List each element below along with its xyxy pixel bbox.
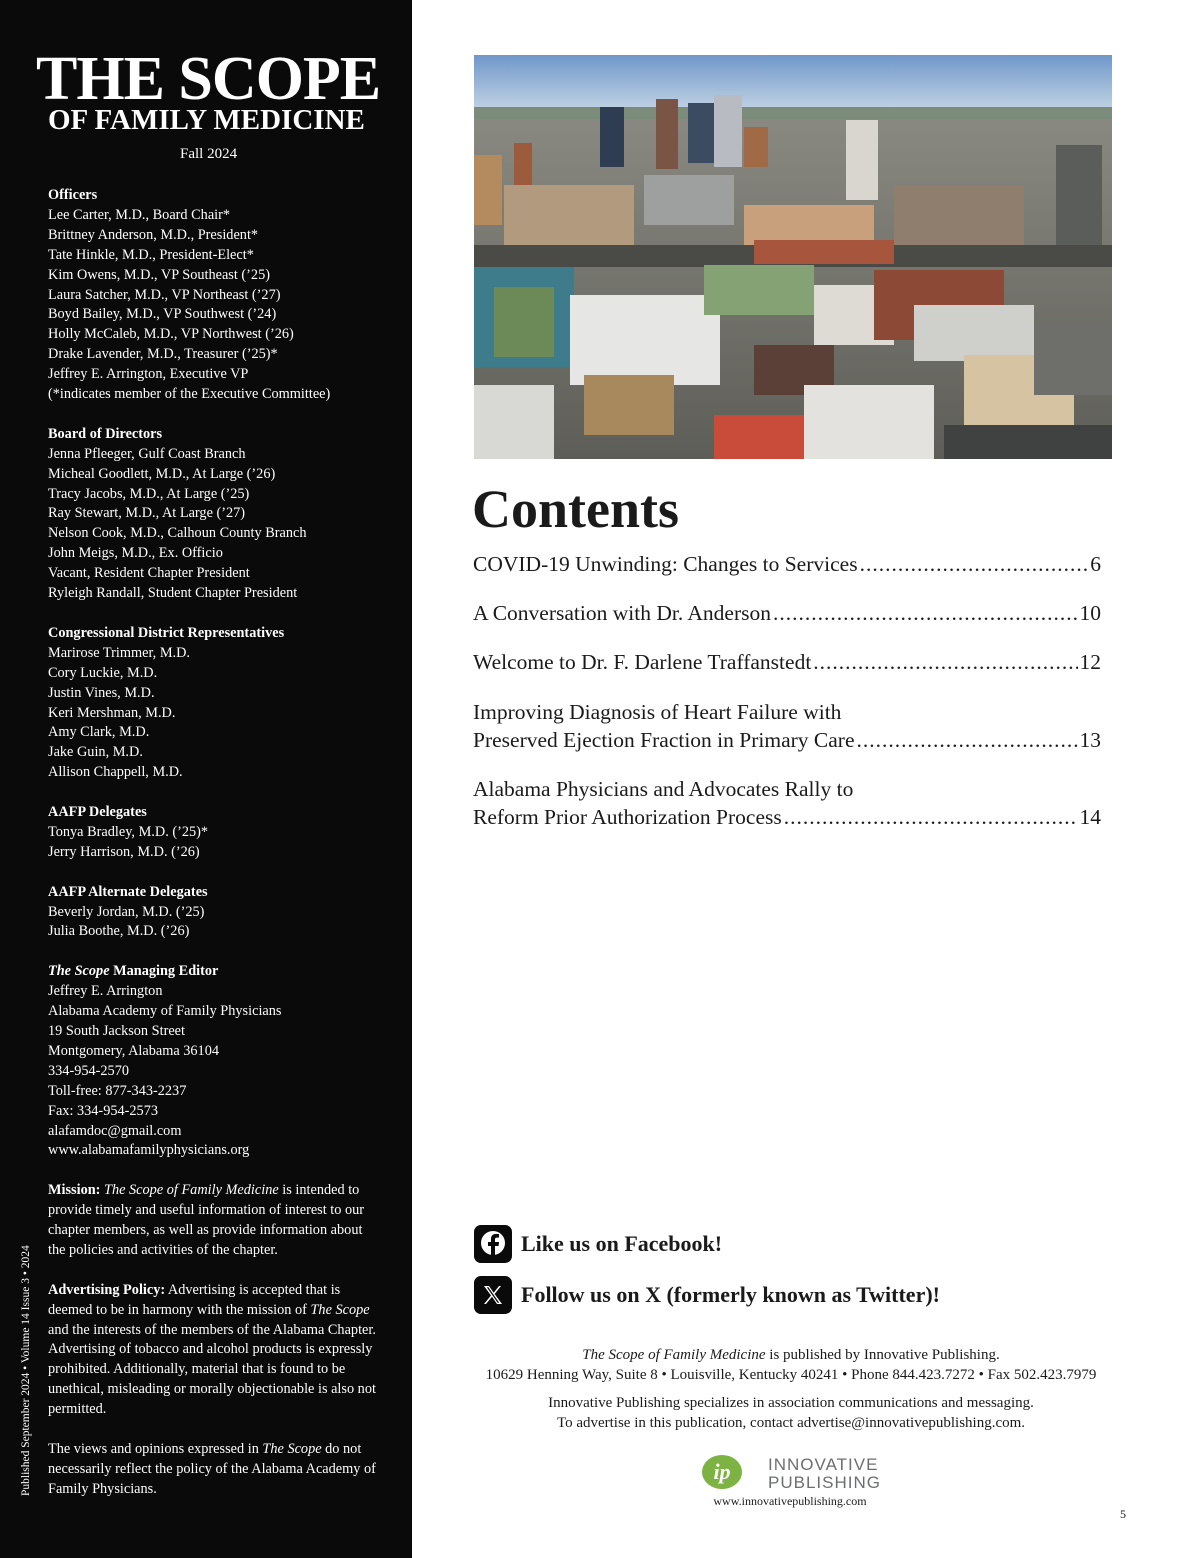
logo-line-1: INNOVATIVE [768, 1455, 879, 1474]
publisher-info [474, 1346, 1108, 1385]
roster-line: Kim Owens, M.D., VP Southeast (’25) [48, 266, 270, 283]
logo-line-2: PUBLISHING [768, 1473, 881, 1492]
roster-line: Tate Hinkle, M.D., President-Elect* [48, 246, 254, 263]
publisher-line-1 [474, 1346, 1108, 1366]
publisher-italic: The Scope of Family Medicine [582, 1347, 766, 1363]
toc-entry-title: Welcome to Dr. F. Darlene Traffanstedt [473, 650, 812, 674]
toc-entry[interactable] [473, 599, 1101, 627]
reps-heading: Congressional District Representatives [48, 624, 285, 641]
toc-entry-title: A Conversation with Dr. Anderson [473, 601, 771, 625]
spine-text: Published September 2024 • Volume 14 Issue 3 • 2024 [20, 1245, 32, 1496]
toc-entry-page: 14 [1079, 805, 1101, 829]
roster-line: Brittney Anderson, M.D., President* [48, 226, 259, 243]
masthead-subtitle: OF FAMILY MEDICINE [48, 104, 365, 136]
roster-line: Holly McCaleb, M.D., VP Northwest (’26) [48, 326, 294, 343]
roster-line: Fax: 334-954-2573 [48, 1102, 158, 1119]
toc-leader [773, 599, 1078, 627]
roster-line: Laura Satcher, M.D., VP Northeast (’27) [48, 286, 281, 303]
roster-line: www.alabamafamilyphysicians.org [48, 1142, 250, 1159]
x-icon [474, 1276, 512, 1314]
mission-italic: The Scope of Family Medicine [104, 1182, 279, 1199]
delegates-heading: AAFP Delegates [48, 804, 147, 821]
toc-entry-title: Alabama Physicians and Advocates Rally to [473, 777, 854, 801]
toc-entry-page: 10 [1079, 601, 1101, 625]
roster-line: Drake Lavender, M.D., Treasurer (’25)* [48, 346, 278, 363]
contents-title: Contents [472, 479, 680, 539]
roster-line: Beverly Jordan, M.D. (’25) [48, 903, 205, 920]
roster-line: Keri Mershman, M.D. [48, 704, 176, 721]
alternates-section [48, 883, 378, 943]
facebook-icon [474, 1225, 512, 1263]
roster-line: Justin Vines, M.D. [48, 684, 155, 701]
roster-line: 19 South Jackson Street [48, 1022, 186, 1039]
toc-entry[interactable] [473, 648, 1101, 676]
toc-entry-page: 6 [1090, 552, 1101, 576]
officers-heading: Officers [48, 187, 98, 203]
roster-line: Tonya Bradley, M.D. (’25)* [48, 823, 209, 840]
roster-line: Micheal Goodlett, M.D., At Large (’26) [48, 465, 276, 482]
roster-line: alafamdoc@gmail.com [48, 1122, 182, 1139]
roster-line: Nelson Cook, M.D., Calhoun County Branch [48, 525, 307, 542]
roster-line: Ryleigh Randall, Student Chapter President [48, 585, 298, 602]
advertising-text-2: and the interests of the members of the Alabama Chapter. Advertising of tobacco and alcohol products is expressly prohibited. Additionally, material that is found to be unethical, misleading or morally objectionable is also not permitted. [48, 1321, 376, 1418]
toc-leader [860, 550, 1089, 578]
roster-line: Jeffrey E. Arrington, Executive VP [48, 366, 249, 383]
roster-line: 334-954-2570 [48, 1062, 130, 1079]
roster-line: Allison Chappell, M.D. [48, 764, 183, 781]
toc-leader [784, 803, 1078, 831]
publisher-rest: is published by Innovative Publishing. [765, 1347, 1000, 1363]
roster-line: Jeffrey E. Arrington [48, 983, 163, 1000]
reps-list [48, 644, 378, 783]
publisher-address: 10629 Henning Way, Suite 8 • Louisville, Kentucky 40241 • Phone 844.423.7272 • Fax 502.423.7979 [485, 1366, 1097, 1383]
publisher-specializes: Innovative Publishing specializes in association communications and messaging. [548, 1395, 1034, 1411]
mission-label: Mission: [48, 1182, 101, 1199]
logo-mark: ip [713, 1459, 731, 1484]
board-list [48, 445, 378, 604]
views-text-2: do not necessarily reflect the policy of the Alabama Academy of Family Physicians. [48, 1440, 376, 1497]
toc-entry-title: Improving Diagnosis of Heart Failure with [473, 700, 842, 724]
sidebar-body [48, 186, 378, 1520]
toc-entry[interactable] [473, 550, 1101, 578]
roster-line: (*indicates member of the Executive Committee) [48, 386, 331, 403]
roster-line: Jake Guin, M.D. [48, 744, 143, 761]
editor-list [48, 982, 378, 1161]
roster-line: Ray Stewart, M.D., At Large (’27) [48, 505, 246, 522]
roster-line: Julia Boothe, M.D. (’26) [48, 923, 190, 940]
roster-line: Jenna Pfleeger, Gulf Coast Branch [48, 445, 246, 462]
board-section [48, 425, 378, 604]
roster-line: Montgomery, Alabama 36104 [48, 1042, 220, 1059]
editor-heading-italic: The Scope [48, 963, 110, 980]
page-number: 5 [1120, 1507, 1126, 1521]
officers-section [48, 186, 378, 405]
roster-line: Boyd Bailey, M.D., VP Southwest (’24) [48, 306, 277, 323]
city-aerial-photo [474, 55, 1112, 459]
roster-line: Lee Carter, M.D., Board Chair* [48, 206, 231, 223]
facebook-label: Like us on Facebook! [521, 1231, 723, 1256]
delegates-list [48, 823, 378, 863]
roster-line: Jerry Harrison, M.D. (’26) [48, 843, 200, 860]
views-italic: The Scope [262, 1440, 322, 1457]
x-link[interactable] [474, 1276, 940, 1314]
issue-label: Fall 2024 [180, 146, 238, 162]
toc-leader [857, 726, 1078, 754]
x-label: Follow us on X (formerly known as Twitter)! [521, 1282, 940, 1307]
toc-entry-title: COVID-19 Unwinding: Changes to Services [473, 552, 858, 576]
delegates-section [48, 803, 378, 863]
views-text-1: The views and opinions expressed in [48, 1440, 263, 1457]
advertising-label: Advertising Policy: [48, 1281, 166, 1298]
publisher-advertise: To advertise in this publication, contact advertise@innovativepublishing.com. [556, 1414, 1026, 1431]
innovative-publishing-logo [700, 1452, 890, 1492]
editor-section [48, 962, 378, 1161]
roster-line: Alabama Academy of Family Physicians [48, 1003, 282, 1020]
toc-leader [813, 648, 1077, 676]
roster-line: Toll-free: 877-343-2237 [48, 1082, 187, 1099]
editor-heading [48, 962, 378, 982]
facebook-link[interactable] [474, 1225, 722, 1263]
toc-entry-title-2: Preserved Ejection Fraction in Primary Care [473, 728, 855, 752]
reps-section [48, 624, 378, 783]
advertising-paragraph [48, 1281, 378, 1420]
advertising-italic: The Scope [310, 1301, 370, 1318]
roster-line: Cory Luckie, M.D. [48, 664, 158, 681]
mission-text: is intended to provide timely and useful information of interest to our chapter members, as well as provide information about the policies and activities of the chapter. [48, 1182, 365, 1258]
advertising-text-1: Advertising is accepted that is deemed to be in harmony with the mission of [48, 1281, 341, 1318]
masthead-title: THE SCOPE [36, 45, 381, 113]
alternates-list [48, 903, 378, 943]
publisher-ad-info [474, 1394, 1108, 1433]
toc-entry-page: 12 [1079, 650, 1101, 674]
views-paragraph [48, 1440, 378, 1500]
sidebar [0, 0, 412, 1558]
toc-entry[interactable] [473, 698, 1101, 754]
roster-line: Vacant, Resident Chapter President [48, 565, 250, 582]
toc-entry-page: 13 [1079, 728, 1101, 752]
roster-line: Tracy Jacobs, M.D., At Large (’25) [48, 485, 250, 502]
toc-entry[interactable] [473, 775, 1101, 831]
editor-heading-rest: Managing Editor [109, 963, 219, 980]
alternates-heading: AAFP Alternate Delegates [48, 883, 208, 900]
board-heading: Board of Directors [48, 425, 163, 442]
roster-line: Marirose Trimmer, M.D. [48, 644, 190, 661]
toc-entry-title-2: Reform Prior Authorization Process [473, 805, 782, 829]
mission-paragraph [48, 1181, 378, 1261]
officers-list [48, 206, 378, 405]
publisher-url[interactable]: www.innovativepublishing.com [713, 1494, 867, 1508]
roster-line: John Meigs, M.D., Ex. Officio [48, 545, 223, 562]
roster-line: Amy Clark, M.D. [48, 724, 150, 741]
